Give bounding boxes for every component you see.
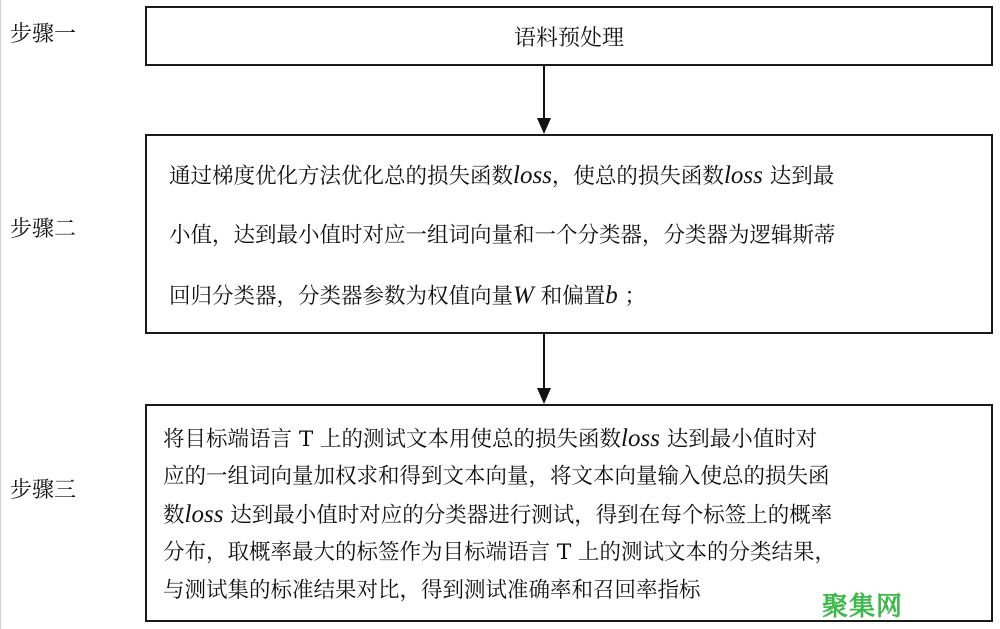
step-three-line-3	[163, 498, 991, 536]
weight-variable: W	[513, 282, 534, 309]
step-two-text-segment: 回归分类器，分类器参数为权值向量	[169, 284, 514, 309]
left-edge-line	[0, 0, 1, 629]
step-three-label: 步骤三	[10, 478, 77, 503]
step-three-text-segment: 达到最小值时对	[666, 427, 818, 452]
step-three-line-2: 应的一组词向量加权求和得到文本向量，将文本向量输入使总的损失函	[163, 464, 830, 489]
loss-variable: loss	[184, 501, 224, 528]
step-one-label: 步骤一	[10, 22, 77, 47]
arrow-down-icon	[534, 66, 554, 134]
step-two-label: 步骤二	[10, 217, 77, 242]
step-two-text-segment: ；	[624, 284, 647, 309]
step-three-text-segment: 达到最小值时对应的分类器进行测试，得到在每个标签上的概率	[230, 503, 833, 528]
step-two-box	[145, 134, 993, 334]
arrow-down-icon	[534, 334, 554, 404]
step-two-line-1	[169, 158, 991, 218]
loss-variable: loss	[723, 162, 763, 189]
step-two-text-segment: 和偏置	[540, 284, 606, 309]
step-three-line-1	[163, 422, 991, 460]
step-three-text-segment: 将目标端语言 T 上的测试文本用使总的损失函数	[163, 427, 622, 452]
loss-variable: loss	[513, 162, 552, 189]
step-one-box	[145, 6, 993, 66]
step-two-text-segment: ，使总的损失函数	[551, 164, 724, 189]
step-two-line-3	[169, 278, 991, 338]
step-three-line-4: 分布，取概率最大的标签作为目标端语言 T 上的测试文本的分类结果，	[163, 540, 837, 565]
step-three-text-segment: 数	[163, 503, 185, 528]
step-one-text: 语料预处理	[513, 25, 624, 51]
step-two-text-segment: 达到最	[769, 164, 835, 189]
loss-variable: loss	[621, 425, 660, 452]
step-two-line-2: 小值，达到最小值时对应一组词向量和一个分类器，分类器为逻辑斯蒂	[169, 223, 836, 248]
step-two-text-segment: 通过梯度优化方法优化总的损失函数	[169, 164, 514, 189]
watermark-logo: 聚集网	[822, 592, 904, 622]
step-three-line-5: 与测试集的标准结果对比，得到测试准确率和召回率指标	[163, 578, 701, 603]
bias-variable: b	[605, 282, 618, 309]
